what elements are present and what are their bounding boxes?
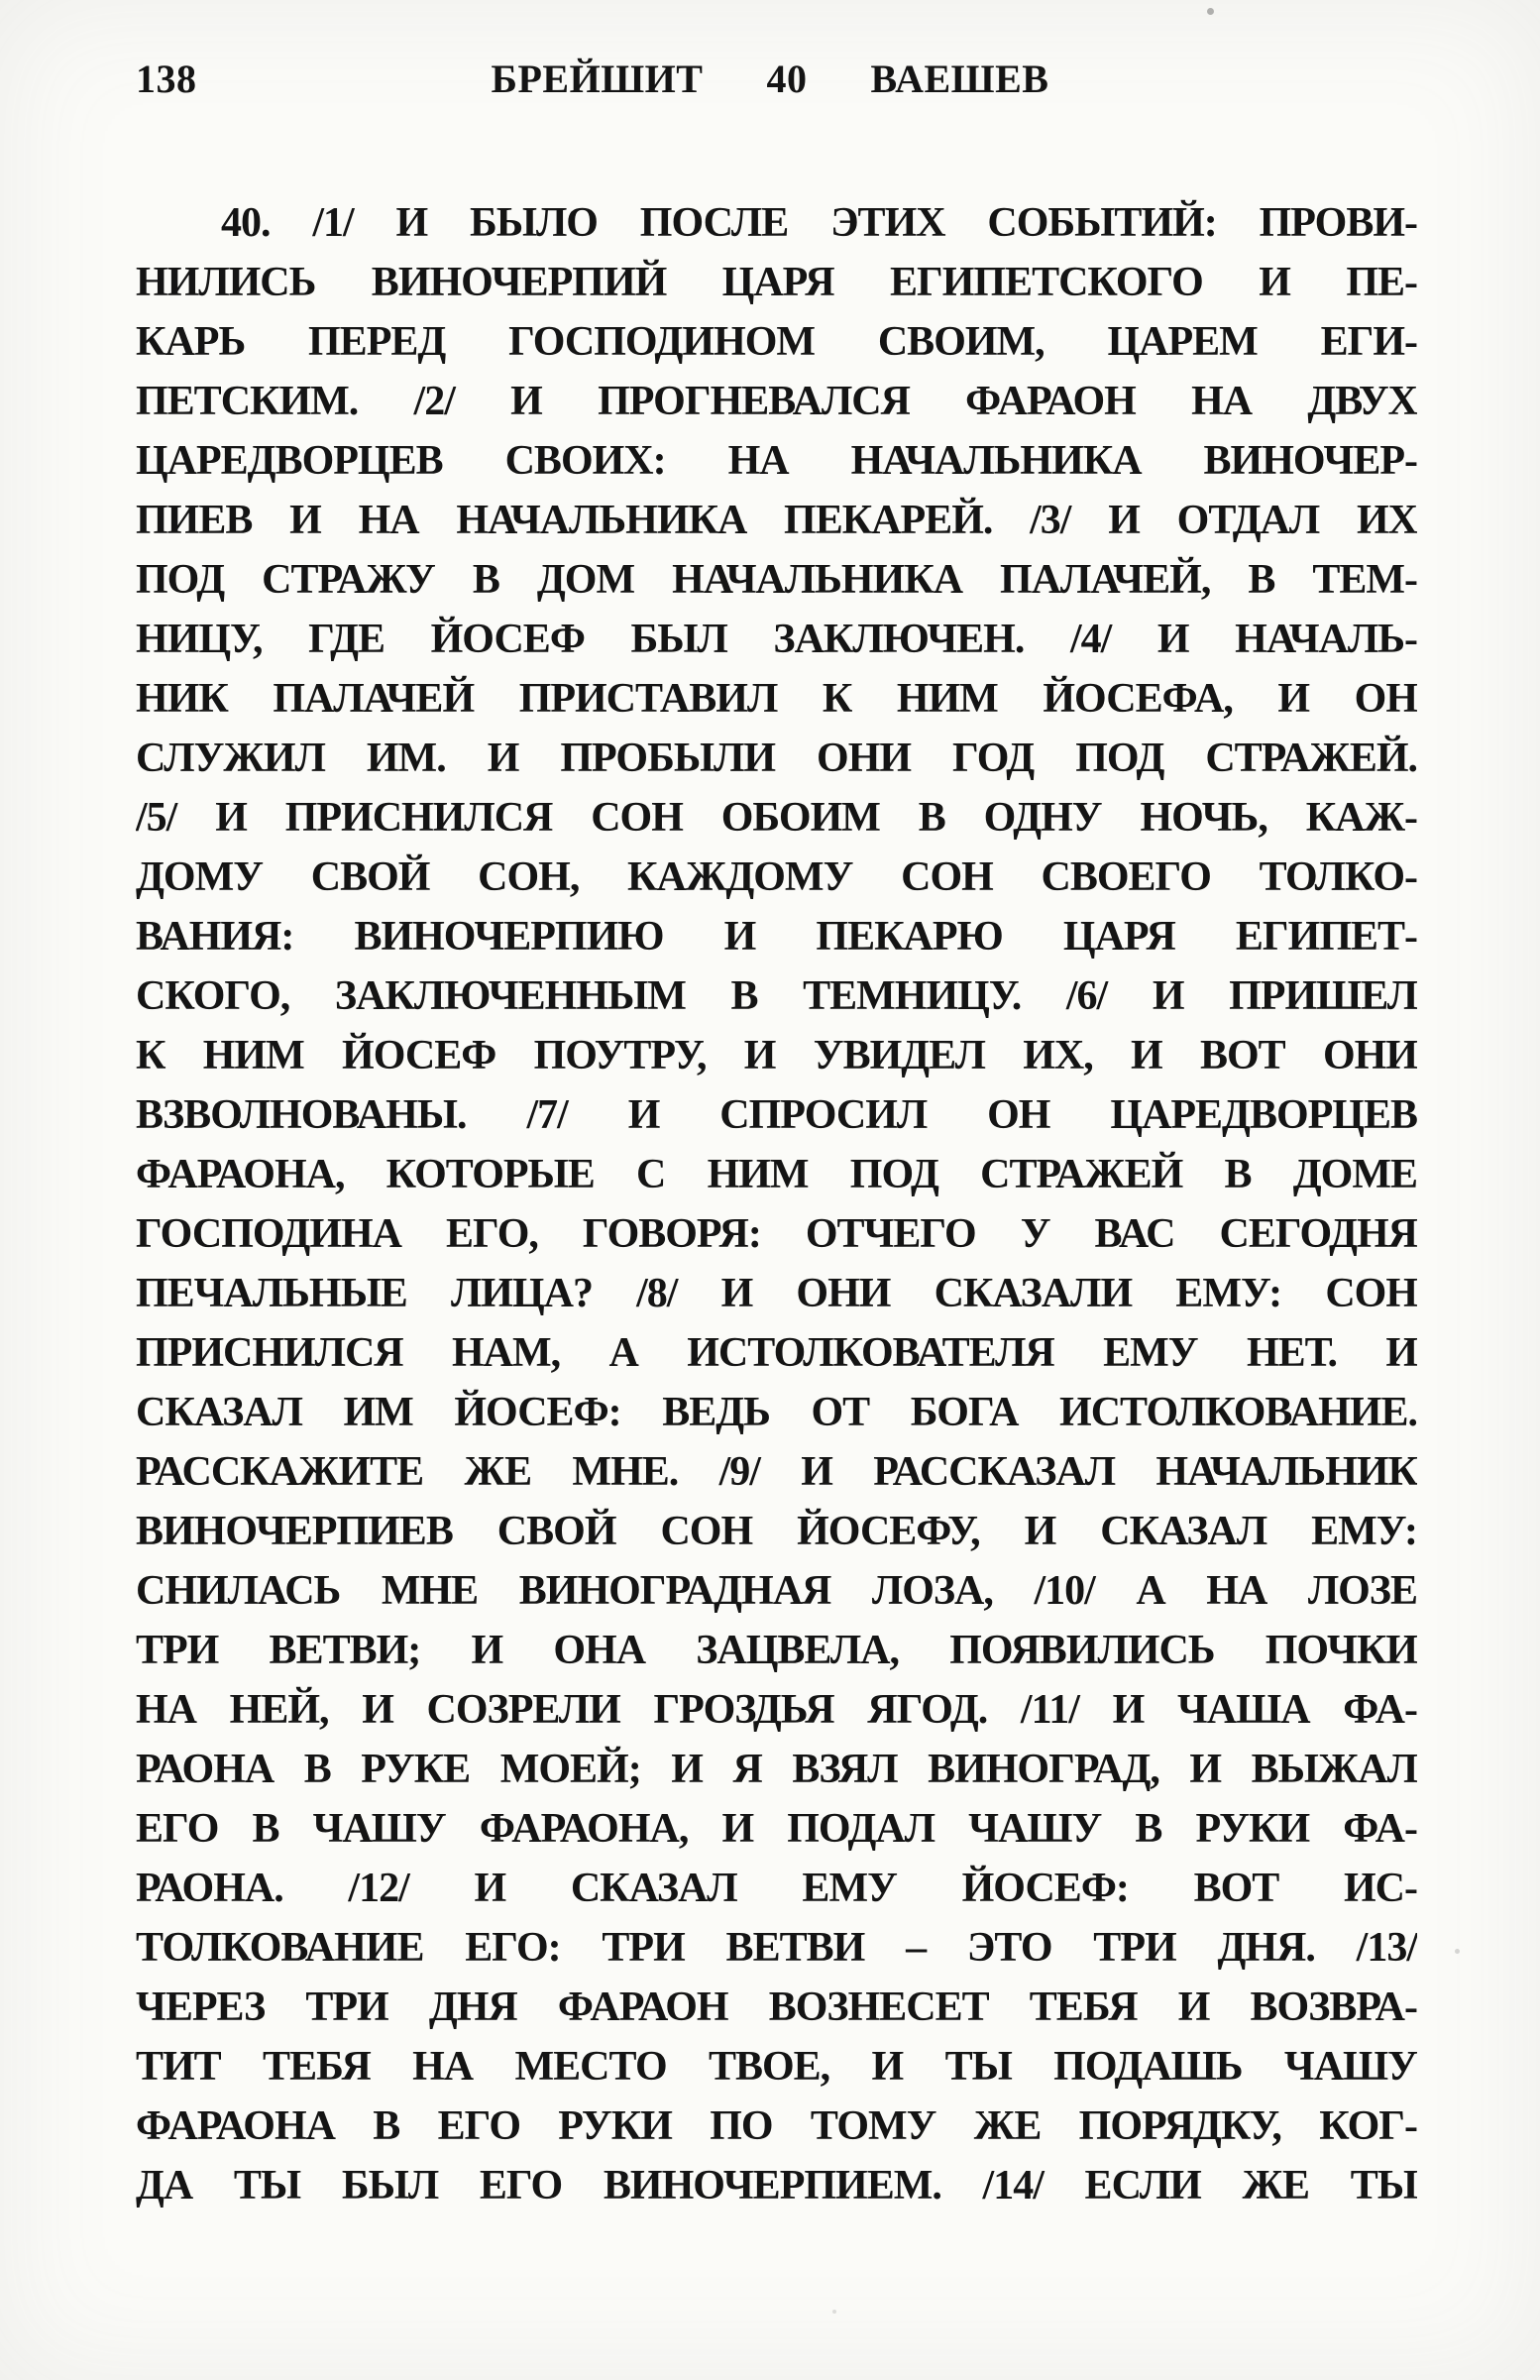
text-line: ЕГО В ЧАШУ ФАРАОНА, И ПОДАЛ ЧАШУ В РУКИ ФА- bbox=[136, 1806, 1417, 1852]
text-line: СНИЛАСЬ МНЕ ВИНОГРАДНАЯ ЛОЗА, /10/ А НА ЛОЗЕ bbox=[136, 1568, 1417, 1614]
text-line: 40. /1/ И БЫЛО ПОСЛЕ ЭТИХ СОБЫТИЙ: ПРОВИ- bbox=[221, 200, 1417, 246]
text-line: ТИТ ТЕБЯ НА МЕСТО ТВОЕ, И ТЫ ПОДАШЬ ЧАШУ bbox=[136, 2044, 1417, 2090]
book-title: БРЕЙШИТ bbox=[491, 57, 704, 101]
text-line: ФАРАОНА В ЕГО РУКИ ПО ТОМУ ЖЕ ПОРЯДКУ, КОГ- bbox=[136, 2103, 1417, 2149]
text-line: КАРЬ ПЕРЕД ГОСПОДИНОМ СВОИМ, ЦАРЕМ ЕГИ- bbox=[136, 319, 1417, 365]
scan-speckle bbox=[1207, 8, 1214, 15]
scan-speckle bbox=[832, 2310, 836, 2314]
text-line: РАССКАЖИТЕ ЖЕ МНЕ. /9/ И РАССКАЗАЛ НАЧАЛЬНИК bbox=[136, 1449, 1417, 1495]
text-line: РАОНА. /12/ И СКАЗАЛ ЕМУ ЙОСЕФ: ВОТ ИС- bbox=[136, 1866, 1417, 1911]
text-line: ТРИ ВЕТВИ; И ОНА ЗАЦВЕЛА, ПОЯВИЛИСЬ ПОЧКИ bbox=[136, 1628, 1417, 1673]
scripture-text-block bbox=[136, 193, 1417, 2215]
text-line: РАОНА В РУКЕ МОЕЙ; И Я ВЗЯЛ ВИНОГРАД, И ВЫЖАЛ bbox=[136, 1747, 1417, 1792]
text-line: СКОГО, ЗАКЛЮЧЕННЫМ В ТЕМНИЦУ. /6/ И ПРИШЕЛ bbox=[136, 973, 1417, 1019]
text-line: К НИМ ЙОСЕФ ПОУТРУ, И УВИДЕЛ ИХ, И ВОТ ОНИ bbox=[136, 1033, 1417, 1078]
parsha-name: ВАЕШЕВ bbox=[870, 57, 1049, 101]
running-head bbox=[0, 56, 1540, 103]
text-line: ВИНОЧЕРПИЕВ СВОЙ СОН ЙОСЕФУ, И СКАЗАЛ ЕМУ: bbox=[136, 1509, 1417, 1554]
chapter-number: 40 bbox=[766, 57, 808, 101]
text-line: ЦАРЕДВОРЦЕВ СВОИХ: НА НАЧАЛЬНИКА ВИНОЧЕР- bbox=[136, 438, 1417, 484]
text-line: СКАЗАЛ ИМ ЙОСЕФ: ВЕДЬ ОТ БОГА ИСТОЛКОВАНИЕ. bbox=[136, 1390, 1417, 1435]
text-line: НИЦУ, ГДЕ ЙОСЕФ БЫЛ ЗАКЛЮЧЕН. /4/ И НАЧАЛЬ- bbox=[136, 617, 1417, 662]
text-line: ВАНИЯ: ВИНОЧЕРПИЮ И ПЕКАРЮ ЦАРЯ ЕГИПЕТ- bbox=[136, 914, 1417, 960]
scan-speckle bbox=[1455, 1949, 1460, 1954]
text-line: ПОД СТРАЖУ В ДОМ НАЧАЛЬНИКА ПАЛАЧЕЙ, В ТЕМ- bbox=[136, 557, 1417, 603]
text-line: ДА ТЫ БЫЛ ЕГО ВИНОЧЕРПИЕМ. /14/ ЕСЛИ ЖЕ ТЫ bbox=[136, 2163, 1417, 2209]
text-line: НИЛИСЬ ВИНОЧЕРПИЙ ЦАРЯ ЕГИПЕТСКОГО И ПЕ- bbox=[136, 260, 1417, 305]
text-line: ПЕТСКИМ. /2/ И ПРОГНЕВАЛСЯ ФАРАОН НА ДВУХ bbox=[136, 379, 1417, 424]
running-head-center bbox=[0, 56, 1540, 103]
text-line: ЧЕРЕЗ ТРИ ДНЯ ФАРАОН ВОЗНЕСЕТ ТЕБЯ И ВОЗВРА- bbox=[136, 1984, 1417, 2030]
text-line: ДОМУ СВОЙ СОН, КАЖДОМУ СОН СВОЕГО ТОЛКО- bbox=[136, 854, 1417, 900]
text-line: ГОСПОДИНА ЕГО, ГОВОРЯ: ОТЧЕГО У ВАС СЕГОДНЯ bbox=[136, 1211, 1417, 1257]
text-line: ВЗВОЛНОВАНЫ. /7/ И СПРОСИЛ ОН ЦАРЕДВОРЦЕВ bbox=[136, 1092, 1417, 1138]
text-line: /5/ И ПРИСНИЛСЯ СОН ОБОИМ В ОДНУ НОЧЬ, КАЖ- bbox=[136, 795, 1417, 841]
text-line: СЛУЖИЛ ИМ. И ПРОБЫЛИ ОНИ ГОД ПОД СТРАЖЕЙ. bbox=[136, 736, 1417, 781]
page-number: 138 bbox=[136, 57, 197, 101]
text-line: ПИЕВ И НА НАЧАЛЬНИКА ПЕКАРЕЙ. /3/ И ОТДАЛ ИХ bbox=[136, 498, 1417, 543]
text-line: ФАРАОНА, КОТОРЫЕ С НИМ ПОД СТРАЖЕЙ В ДОМЕ bbox=[136, 1152, 1417, 1197]
text-line: ТОЛКОВАНИЕ ЕГО: ТРИ ВЕТВИ – ЭТО ТРИ ДНЯ. /13/ bbox=[136, 1925, 1417, 1971]
text-line: ПРИСНИЛСЯ НАМ, А ИСТОЛКОВАТЕЛЯ ЕМУ НЕТ. И bbox=[136, 1330, 1417, 1376]
text-line: НИК ПАЛАЧЕЙ ПРИСТАВИЛ К НИМ ЙОСЕФА, И ОН bbox=[136, 676, 1417, 722]
text-line: НА НЕЙ, И СОЗРЕЛИ ГРОЗДЬЯ ЯГОД. /11/ И ЧАША ФА- bbox=[136, 1687, 1417, 1733]
text-line: ПЕЧАЛЬНЫЕ ЛИЦА? /8/ И ОНИ СКАЗАЛИ ЕМУ: СОН bbox=[136, 1271, 1417, 1316]
